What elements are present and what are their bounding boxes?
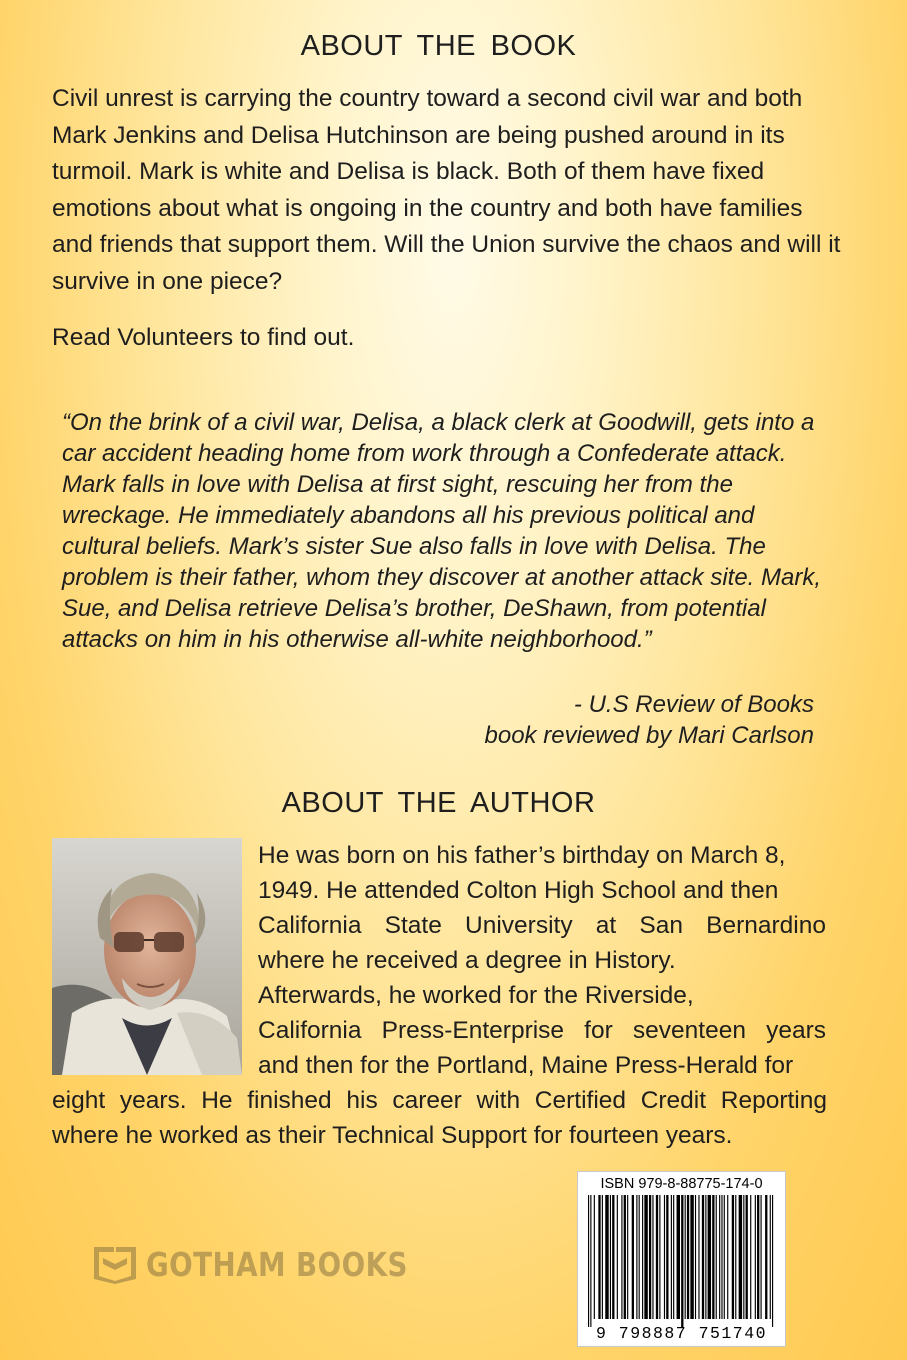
publisher-name: GOTHAM BOOKS: [146, 1244, 408, 1284]
call-to-action: Read Volunteers to find out.: [52, 324, 355, 351]
author-bio-beside-photo: [258, 838, 826, 1083]
author-bio-line: where he worked as their Technical Support for fourteen years.: [52, 1122, 733, 1149]
barcode-digits: 9 798887 751740: [595, 1324, 768, 1343]
review-source: - U.S Review of Books: [573, 691, 814, 718]
barcode-bars: [588, 1195, 777, 1327]
review-reviewer: book reviewed by Mari Carlson: [484, 722, 814, 749]
publisher-logo: [92, 1243, 458, 1285]
about-book-heading: ABOUT THE BOOK: [300, 30, 577, 62]
author-bio-line: where he received a degree in History.: [258, 947, 676, 974]
book-synopsis: Civil unrest is carrying the country toward a second civil war and both Mark Jenkins and Delisa Hutchinson are being pushed around in its turmoil. Mark is white and Delisa is black. Both of them have fixed emotions about what is ongoing in the country and both have families and friends that support them. Will the Union survive the chaos and will it survive in one piece?: [52, 85, 841, 295]
about-author-heading: ABOUT THE AUTHOR: [281, 787, 596, 819]
author-bio-line: He was born on his father’s birthday on March 8,: [258, 842, 786, 869]
author-bio-line: California Press-Enterprise for seventeen years: [258, 1017, 826, 1044]
author-photo: [52, 838, 242, 1075]
book-chevron-icon: [92, 1244, 138, 1284]
author-bio-line: and then for the Portland, Maine Press-Herald for: [258, 1052, 794, 1079]
isbn-label: ISBN 979-8-88775-174-0: [600, 1176, 763, 1192]
author-bio-full-width: [52, 1083, 827, 1153]
author-bio-line: eight years. He finished his career with Certified Credit Reporting: [52, 1087, 827, 1114]
author-bio-line: Afterwards, he worked for the Riverside,: [258, 982, 694, 1009]
isbn-barcode: [577, 1171, 786, 1347]
author-bio-line: 1949. He attended Colton High School and then: [258, 877, 779, 904]
review-quote: “On the brink of a civil war, Delisa, a black clerk at Goodwill, gets into a car accident heading home from work through a Confederate attack. Mark falls in love with Delisa at first sight, rescuing her from the wreckage. He immediately abandons all his previous political and cultural beliefs. Mark’s sister Sue also falls in love with Delisa. The problem is their father, whom they discover at another attack site. Mark, Sue, and Delisa retrieve Delisa’s brother, DeShawn, from potential attacks on him in his otherwise all-white neighborhood.”: [62, 409, 821, 653]
author-bio-line: California State University at San Bernardino: [258, 912, 826, 939]
